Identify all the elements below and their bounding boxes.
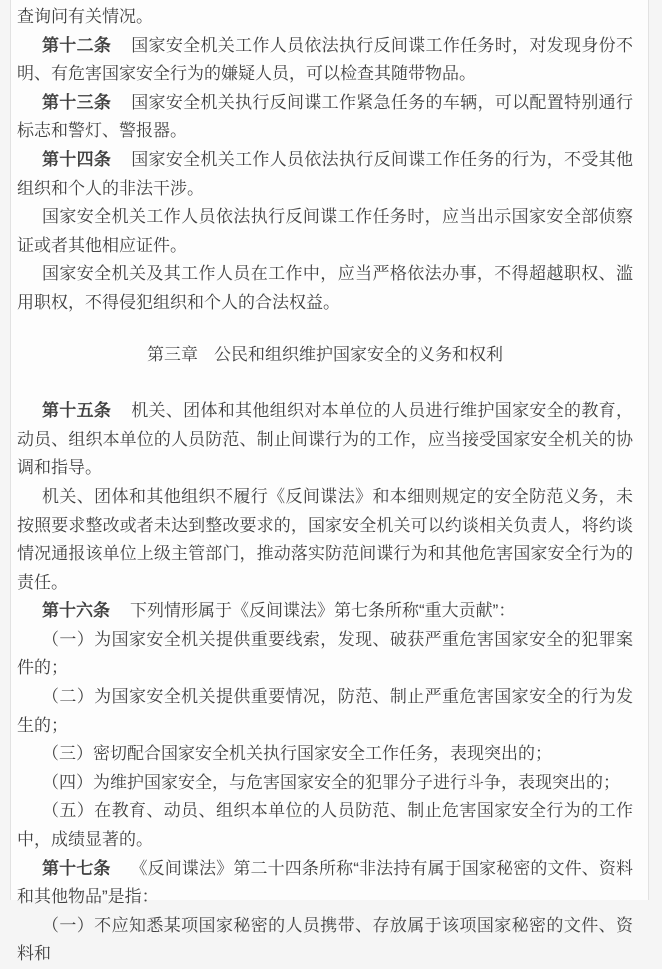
paragraph [17,203,633,260]
article-paragraph [17,146,633,203]
paragraph [17,260,633,317]
paragraph-text: （一）为国家安全机关提供重要线索，发现、破获严重危害国家安全的犯罪案件的； [17,629,633,678]
article-number: 第十六条 [42,601,110,621]
document-content-column [10,0,649,964]
paragraph [17,797,633,854]
article-number: 第三章 [147,344,198,364]
paragraph-text: 国家安全机关工作人员依法执行反间谍工作任务时，应当出示国家安全部侦察证或者其他相应证件。 [17,207,633,255]
paragraph-text: 查询问有关情况。 [17,7,153,26]
paragraph-text: （三）密切配合国家安全机关执行国家安全工作任务，表现突出的； [42,744,552,764]
paragraph-text: 国家安全机关工作人员依法执行反间谍工作任务的行为，不受其他组织和个人的非法干涉。 [17,149,633,198]
paragraph-text: 下列情形属于《反间谍法》第七条所称“重大贡献”： [130,601,516,621]
article-paragraph [17,855,633,912]
paragraph [17,912,633,969]
paragraph-text: 《反间谍法》第二十四条所称“非法持有属于国家秘密的文件、资料和其他物品”是指： [17,858,633,907]
paragraph-text: 公民和组织维护国家安全的义务和权利 [214,344,503,364]
paragraph [17,769,633,798]
article-number: 第十四条 [42,149,112,169]
paragraph-text: （五）在教育、动员、组织本单位的人员防范、制止危害国家安全行为的工作中，成绩显著的。 [17,801,633,850]
article-number: 第十三条 [42,92,112,112]
paragraph [17,740,633,769]
paragraph-text: （一）不应知悉某项国家秘密的人员携带、存放属于该项国家秘密的文件、资料和 [17,915,633,964]
chapter-heading [17,341,633,370]
paragraph [17,683,633,740]
paragraph-text: （二）为国家安全机关提供重要情况，防范、制止严重危害国家安全的行为发生的； [17,687,633,735]
paragraph-text: 国家安全机关执行反间谍工作紧急任务的车辆，可以配置特别通行标志和警灯、警报器。 [17,92,633,141]
article-number: 第十五条 [42,401,112,421]
document-body [17,3,633,969]
article-paragraph [17,597,633,626]
paragraph-text: 机关、团体和其他组织对本单位的人员进行维护国家安全的教育，动员、组织本单位的人员防范、制止间谍行为的工作，应当接受国家安全机关的协调和指导。 [17,401,633,478]
paragraph [17,626,633,683]
paragraph-text: （四）为维护国家安全，与危害国家安全的犯罪分子进行斗争，表现突出的； [42,772,620,792]
article-paragraph [17,32,633,89]
paragraph [17,3,633,32]
article-number: 第十二条 [42,35,112,55]
paragraph-text: 机关、团体和其他组织不履行《反间谍法》和本细则规定的安全防范义务，未按照要求整改或者未达到整改要求的，国家安全机关可以约谈相关负责人，将约谈情况通报该单位上级主管部门，推动落实防范间谍行为和其他危害国家安全行为的责任。 [17,486,633,592]
article-paragraph [17,397,633,483]
article-paragraph [17,89,633,146]
article-number: 第十七条 [42,858,111,878]
paragraph [17,483,633,597]
paragraph-text: 国家安全机关工作人员依法执行反间谍工作任务时，对发现身份不明、有危害国家安全行为的嫌疑人员，可以检查其随带物品。 [17,35,633,84]
paragraph-text: 国家安全机关及其工作人员在工作中，应当严格依法办事，不得超越职权、滥用职权，不得侵犯组织和个人的合法权益。 [17,264,633,312]
